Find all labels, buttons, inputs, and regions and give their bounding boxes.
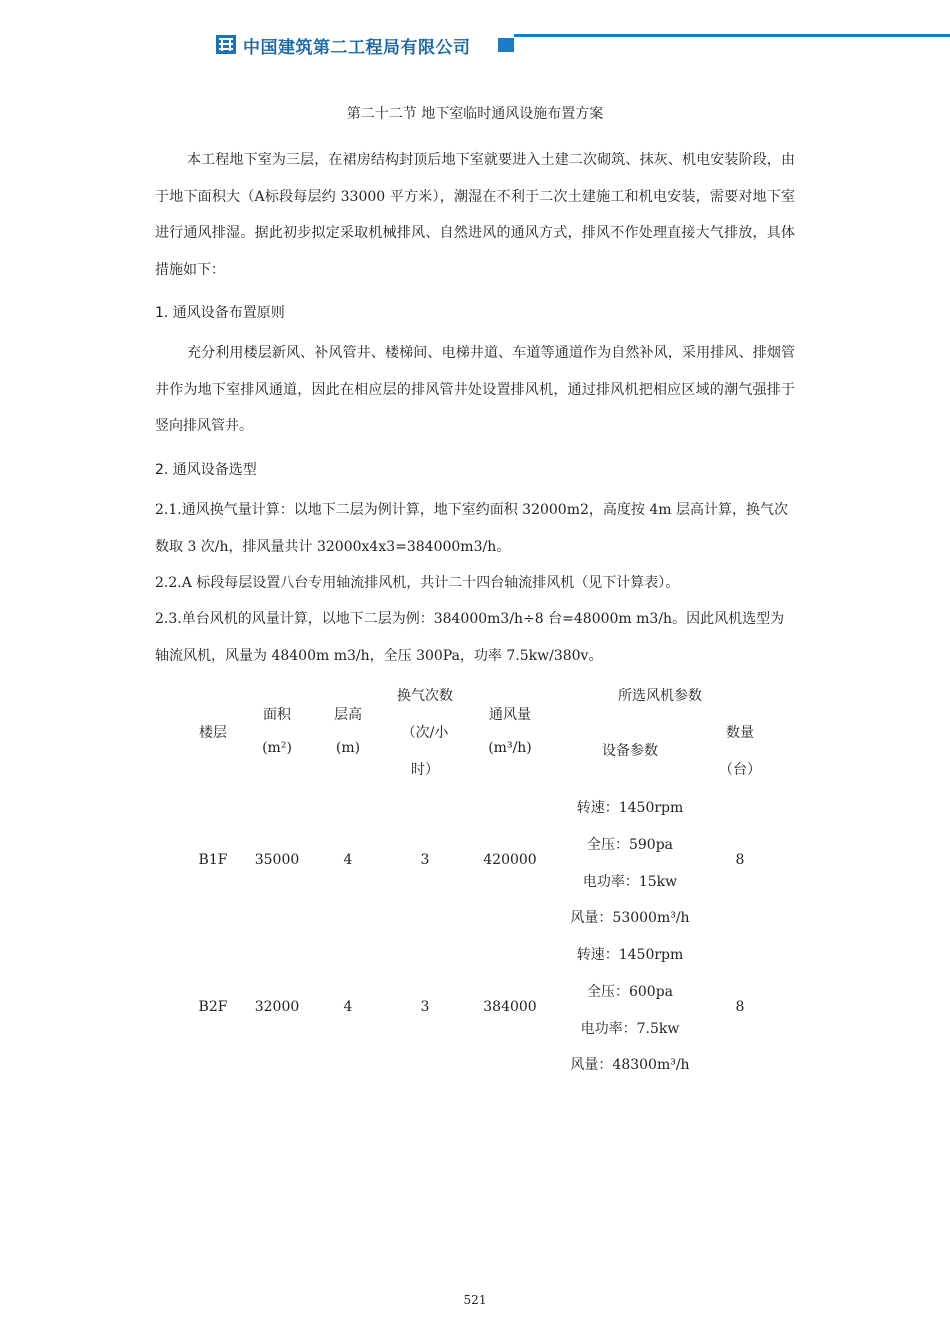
header-height-unit: (m) [335, 740, 361, 756]
cell-param-speed: 转速：1450rpm [576, 800, 684, 816]
paragraph-2-3: 2.3.单台风机的风量计算，以地下二层为例：384000m3/h÷8 台=48000m m3/h。因此风机选型为轴流风机，风量为 48400m m3/h，全压 300Pa，功率 7.5kw/380v。 [155, 611, 785, 664]
cell-flow: 420000 [483, 852, 537, 868]
header-flow: 通风量 [489, 707, 531, 723]
cell-param-speed: 转速：1450rpm [576, 947, 684, 963]
cell-area: 35000 [254, 852, 300, 868]
cell-param-power: 电功率：7.5kw [580, 1021, 680, 1037]
cell-param-airflow: 风量：53000m³/h [570, 910, 690, 926]
cell-height: 4 [343, 999, 353, 1015]
header-params: 设备参数 [602, 743, 658, 759]
cell-param-airflow: 风量：48300m³/h [570, 1057, 690, 1073]
header-height: 层高 [334, 707, 362, 723]
paragraph-2-1: 2.1.通风换气量计算：以地下二层为例计算，地下室约面积 32000m2，高度按 4m 层高计算，换气次数取 3 次/h，排风量共计 32000x4x3=384000m3/h。 [155, 502, 788, 555]
header-floor: 楼层 [199, 725, 227, 741]
header-qty: 数量 [726, 725, 754, 741]
paragraph-2-2: 2.2.A 标段每层设置八台专用轴流排风机，共计二十四台轴流排风机（见下计算表）。 [155, 575, 680, 591]
heading-2: 2. 通风设备选型 [155, 462, 257, 478]
cell-ach: 3 [420, 999, 430, 1015]
header-ach-unit-2: 时） [411, 762, 439, 778]
company-name: 中国建筑第二工程局有限公司 [243, 38, 471, 58]
cell-floor: B1F [198, 852, 228, 868]
section-title: 第二十二节 地下室临时通风设施布置方案 [346, 106, 604, 122]
intro-paragraph: 本工程地下室为三层，在裙房结构封顶后地下室就要进入土建二次砌筑、抹灰、机电安装阶段，由于地下面积大（A标段每层约 33000 平方米），潮湿在不利于二次土建施工和机电安装，需要对地下室进行通风排湿。据此初步拟定采取机械排风、自然进风的通风方式，排风不作处理直接大气排放，具体措施如下： [155, 152, 795, 278]
header-ach-unit: （次/小 [401, 725, 449, 741]
page-header [0, 0, 950, 60]
cell-area: 32000 [254, 999, 300, 1015]
header-flow-unit: (m³/h) [488, 740, 532, 756]
cell-param-pressure: 全压：590pa [586, 837, 674, 853]
cell-floor: B2F [198, 999, 228, 1015]
cell-flow: 384000 [483, 999, 537, 1015]
section1-paragraph: 充分利用楼层新风、补风管井、楼梯间、电梯井道、车道等通道作为自然补风，采用排风、排烟管井作为地下室排风通道，因此在相应层的排风管井处设置排风机，通过排风机把相应区域的潮气强排于竖向排风管井。 [155, 345, 795, 434]
header-area: 面积 [263, 707, 291, 723]
page-number: 521 [463, 1293, 487, 1307]
header-ach: 换气次数 [397, 688, 453, 704]
header-rule [514, 34, 950, 37]
cell-qty: 8 [735, 852, 745, 868]
cell-height: 4 [343, 852, 353, 868]
header-fan: 所选风机参数 [618, 688, 702, 704]
cell-param-power: 电功率：15kw [582, 874, 678, 890]
cell-ach: 3 [420, 852, 430, 868]
cell-param-pressure: 全压：600pa [586, 984, 674, 1000]
header-qty-unit: （台） [719, 762, 761, 778]
cell-qty: 8 [735, 999, 745, 1015]
header-accent-block [498, 38, 514, 52]
company-logo-icon [216, 35, 236, 54]
header-area-unit: (m²) [262, 740, 292, 756]
heading-1: 1. 通风设备布置原则 [155, 305, 285, 321]
